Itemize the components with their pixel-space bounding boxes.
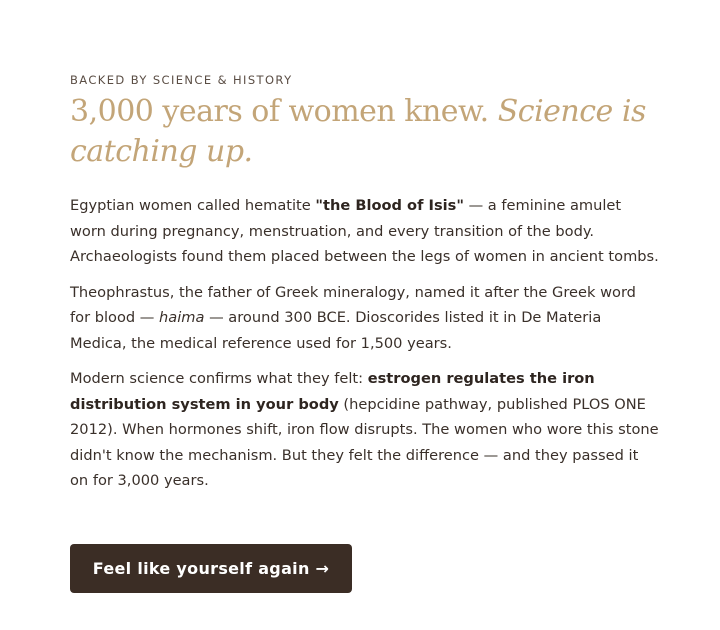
p3-text-2: (hepcidine pathway, published PLOS ONE 2012). When hormones shift, iron flow disrupts. The women who wore this stone didn't know the mechanism. But they felt the difference — and they passed it on for 3,000 years. (70, 395, 659, 489)
p1-text-1: Egyptian women called hematite (70, 197, 316, 214)
p1-text-2: — a feminine amulet worn during pregnancy, menstruation, and every transition of the body. Archaeologists found them placed between the legs of women in ancient tombs. (70, 197, 659, 265)
feel-like-yourself-button[interactable]: Feel like yourself again → (70, 544, 352, 593)
paragraph-egyptian (70, 193, 660, 270)
p2-text-1: Theophrastus, the father of Greek mineralogy, named it after the Greek word for blood — (70, 283, 636, 326)
p2-italic: haima (159, 309, 205, 326)
p1-bold: "the Blood of Isis" (315, 197, 464, 214)
headline-main: 3,000 years of women knew. (70, 94, 498, 129)
section-eyebrow: BACKED BY SCIENCE & HISTORY (70, 73, 293, 87)
paragraph-greek (70, 280, 660, 357)
p2-text-2: — around 300 BCE. Dioscorides listed it in De Materia Medica, the medical reference used for 1,500 years. (70, 309, 602, 352)
paragraph-modern-science (70, 366, 660, 494)
headline-accent: Science is catching up. (70, 94, 646, 169)
p3-bold: estrogen regulates the iron distribution system in your body (70, 370, 595, 413)
p3-text-1: Modern science confirms what they felt: (70, 370, 368, 387)
section-headline (70, 92, 660, 172)
science-history-section (70, 72, 660, 504)
